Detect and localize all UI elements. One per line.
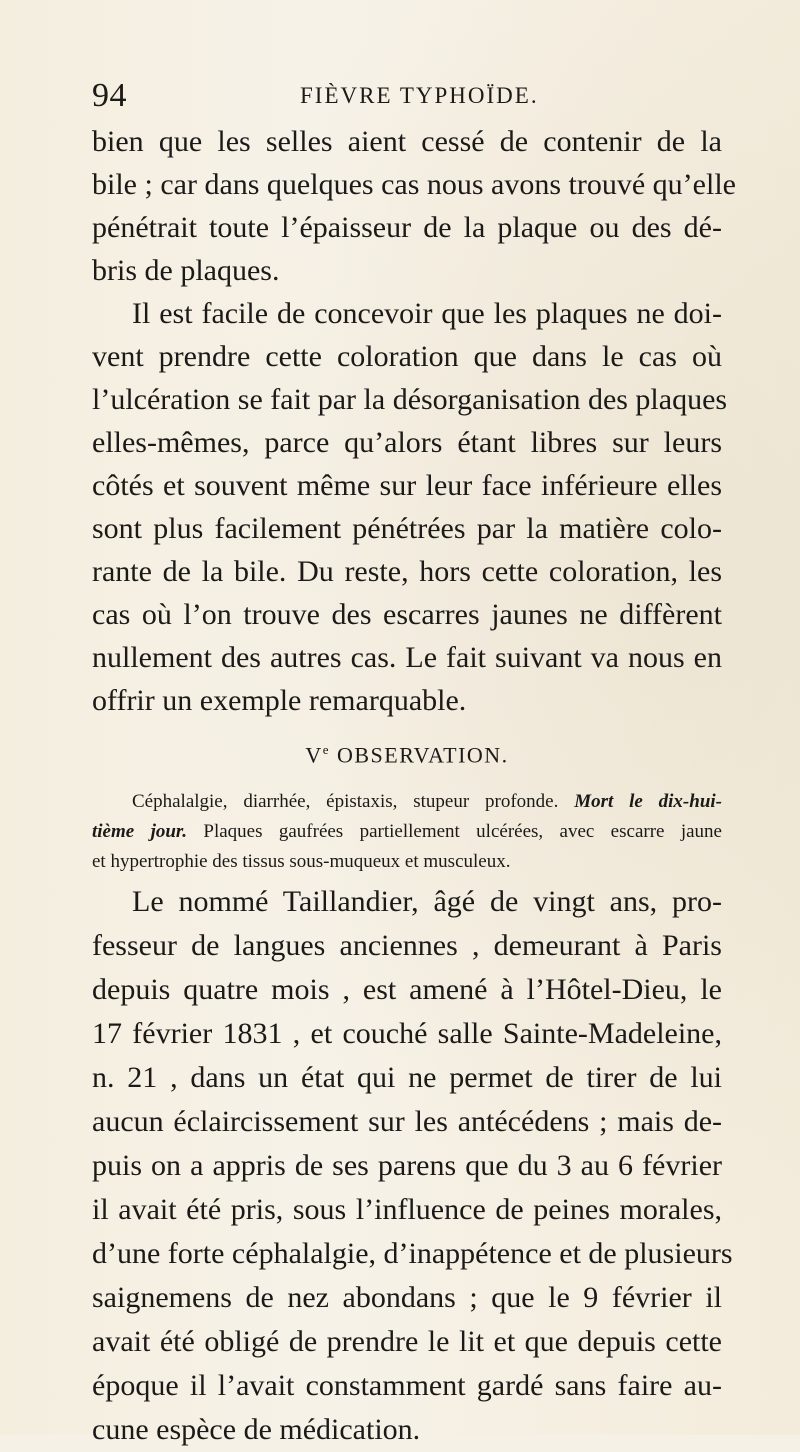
text-block-upper <box>92 120 736 722</box>
text-line: offrir un exemple remarquable. <box>92 684 467 717</box>
text-block-lower <box>92 880 733 1452</box>
text-line: bien que les selles aient cessé de contenir de la <box>92 125 722 158</box>
text-line: bile ; car dans quelques cas nous avons trouvé qu’elle <box>92 168 736 201</box>
summary-line: et hypertrophie des tissus sous-muqueux et musculeux. <box>92 851 511 872</box>
observation-heading <box>92 742 722 768</box>
text-line: puis on a appris de ses parens que du 3 au 6 février <box>92 1149 722 1182</box>
summary-text: Céphalalgie, diarrhée, épistaxis, stupeur profonde. <box>132 791 575 812</box>
text-line: n. 21 , dans un état qui ne permet de tirer de lui <box>92 1061 722 1094</box>
text-line: elles-mêmes, parce qu’alors étant libres sur leurs <box>92 426 722 459</box>
text-line: cune espèce de médication. <box>92 1413 421 1446</box>
text-line: cas où l’on trouve des escarres jaunes ne diffèrent <box>92 598 722 631</box>
observation-superscript: e <box>322 742 330 757</box>
observation-numeral: V <box>305 742 323 768</box>
text-line: avait été obligé de prendre le lit et que depuis cette <box>92 1325 722 1358</box>
running-head <box>92 76 712 116</box>
running-title: FIÈVRE TYPHOÏDE. <box>300 83 539 108</box>
text-line: Il est facile de concevoir que les plaques ne doi- <box>132 297 722 330</box>
observation-summary <box>92 787 722 877</box>
text-line: Le nommé Taillandier, âgé de vingt ans, pro- <box>132 885 722 918</box>
summary-text: Plaques gaufrées partiellement ulcérées, avec escarre jaune <box>187 821 722 842</box>
text-line: nullement des autres cas. Le fait suivant va nous en <box>92 641 722 674</box>
text-line: aucun éclaircissement sur les antécédens ; mais de- <box>92 1105 722 1138</box>
text-line: bris de plaques. <box>92 254 280 287</box>
text-line: sont plus facilement pénétrées par la matière colo- <box>92 512 722 545</box>
text-line: saignemens de nez abondans ; que le 9 février il <box>92 1281 722 1314</box>
page-number: 94 <box>92 77 127 114</box>
summary-line <box>92 817 722 847</box>
text-line: pénétrait toute l’épaisseur de la plaque ou des dé- <box>92 211 722 244</box>
text-line: vent prendre cette coloration que dans le cas où <box>92 340 722 373</box>
text-line: fesseur de langues anciennes , demeurant à Paris <box>92 929 722 962</box>
summary-italic: tième jour. <box>92 821 188 842</box>
text-line: depuis quatre mois , est amené à l’Hôtel-Dieu, le <box>92 973 722 1006</box>
text-line: côtés et souvent même sur leur face inférieure elles <box>92 469 722 502</box>
text-line: l’ulcération se fait par la désorganisation des plaques <box>92 383 728 416</box>
text-line: époque il l’avait constamment gardé sans faire au- <box>92 1369 722 1402</box>
summary-italic: Mort le dix-hui- <box>574 791 722 812</box>
observation-label: OBSERVATION. <box>336 742 509 768</box>
text-line: 17 février 1831 , et couché salle Sainte-Madeleine, <box>92 1017 722 1050</box>
text-line: rante de la bile. Du reste, hors cette coloration, les <box>92 555 722 588</box>
text-line: il avait été pris, sous l’influence de peines morales, <box>92 1193 722 1226</box>
text-line: d’une forte céphalalgie, d’inappétence et de plusieurs <box>92 1237 733 1270</box>
summary-line <box>92 787 722 817</box>
